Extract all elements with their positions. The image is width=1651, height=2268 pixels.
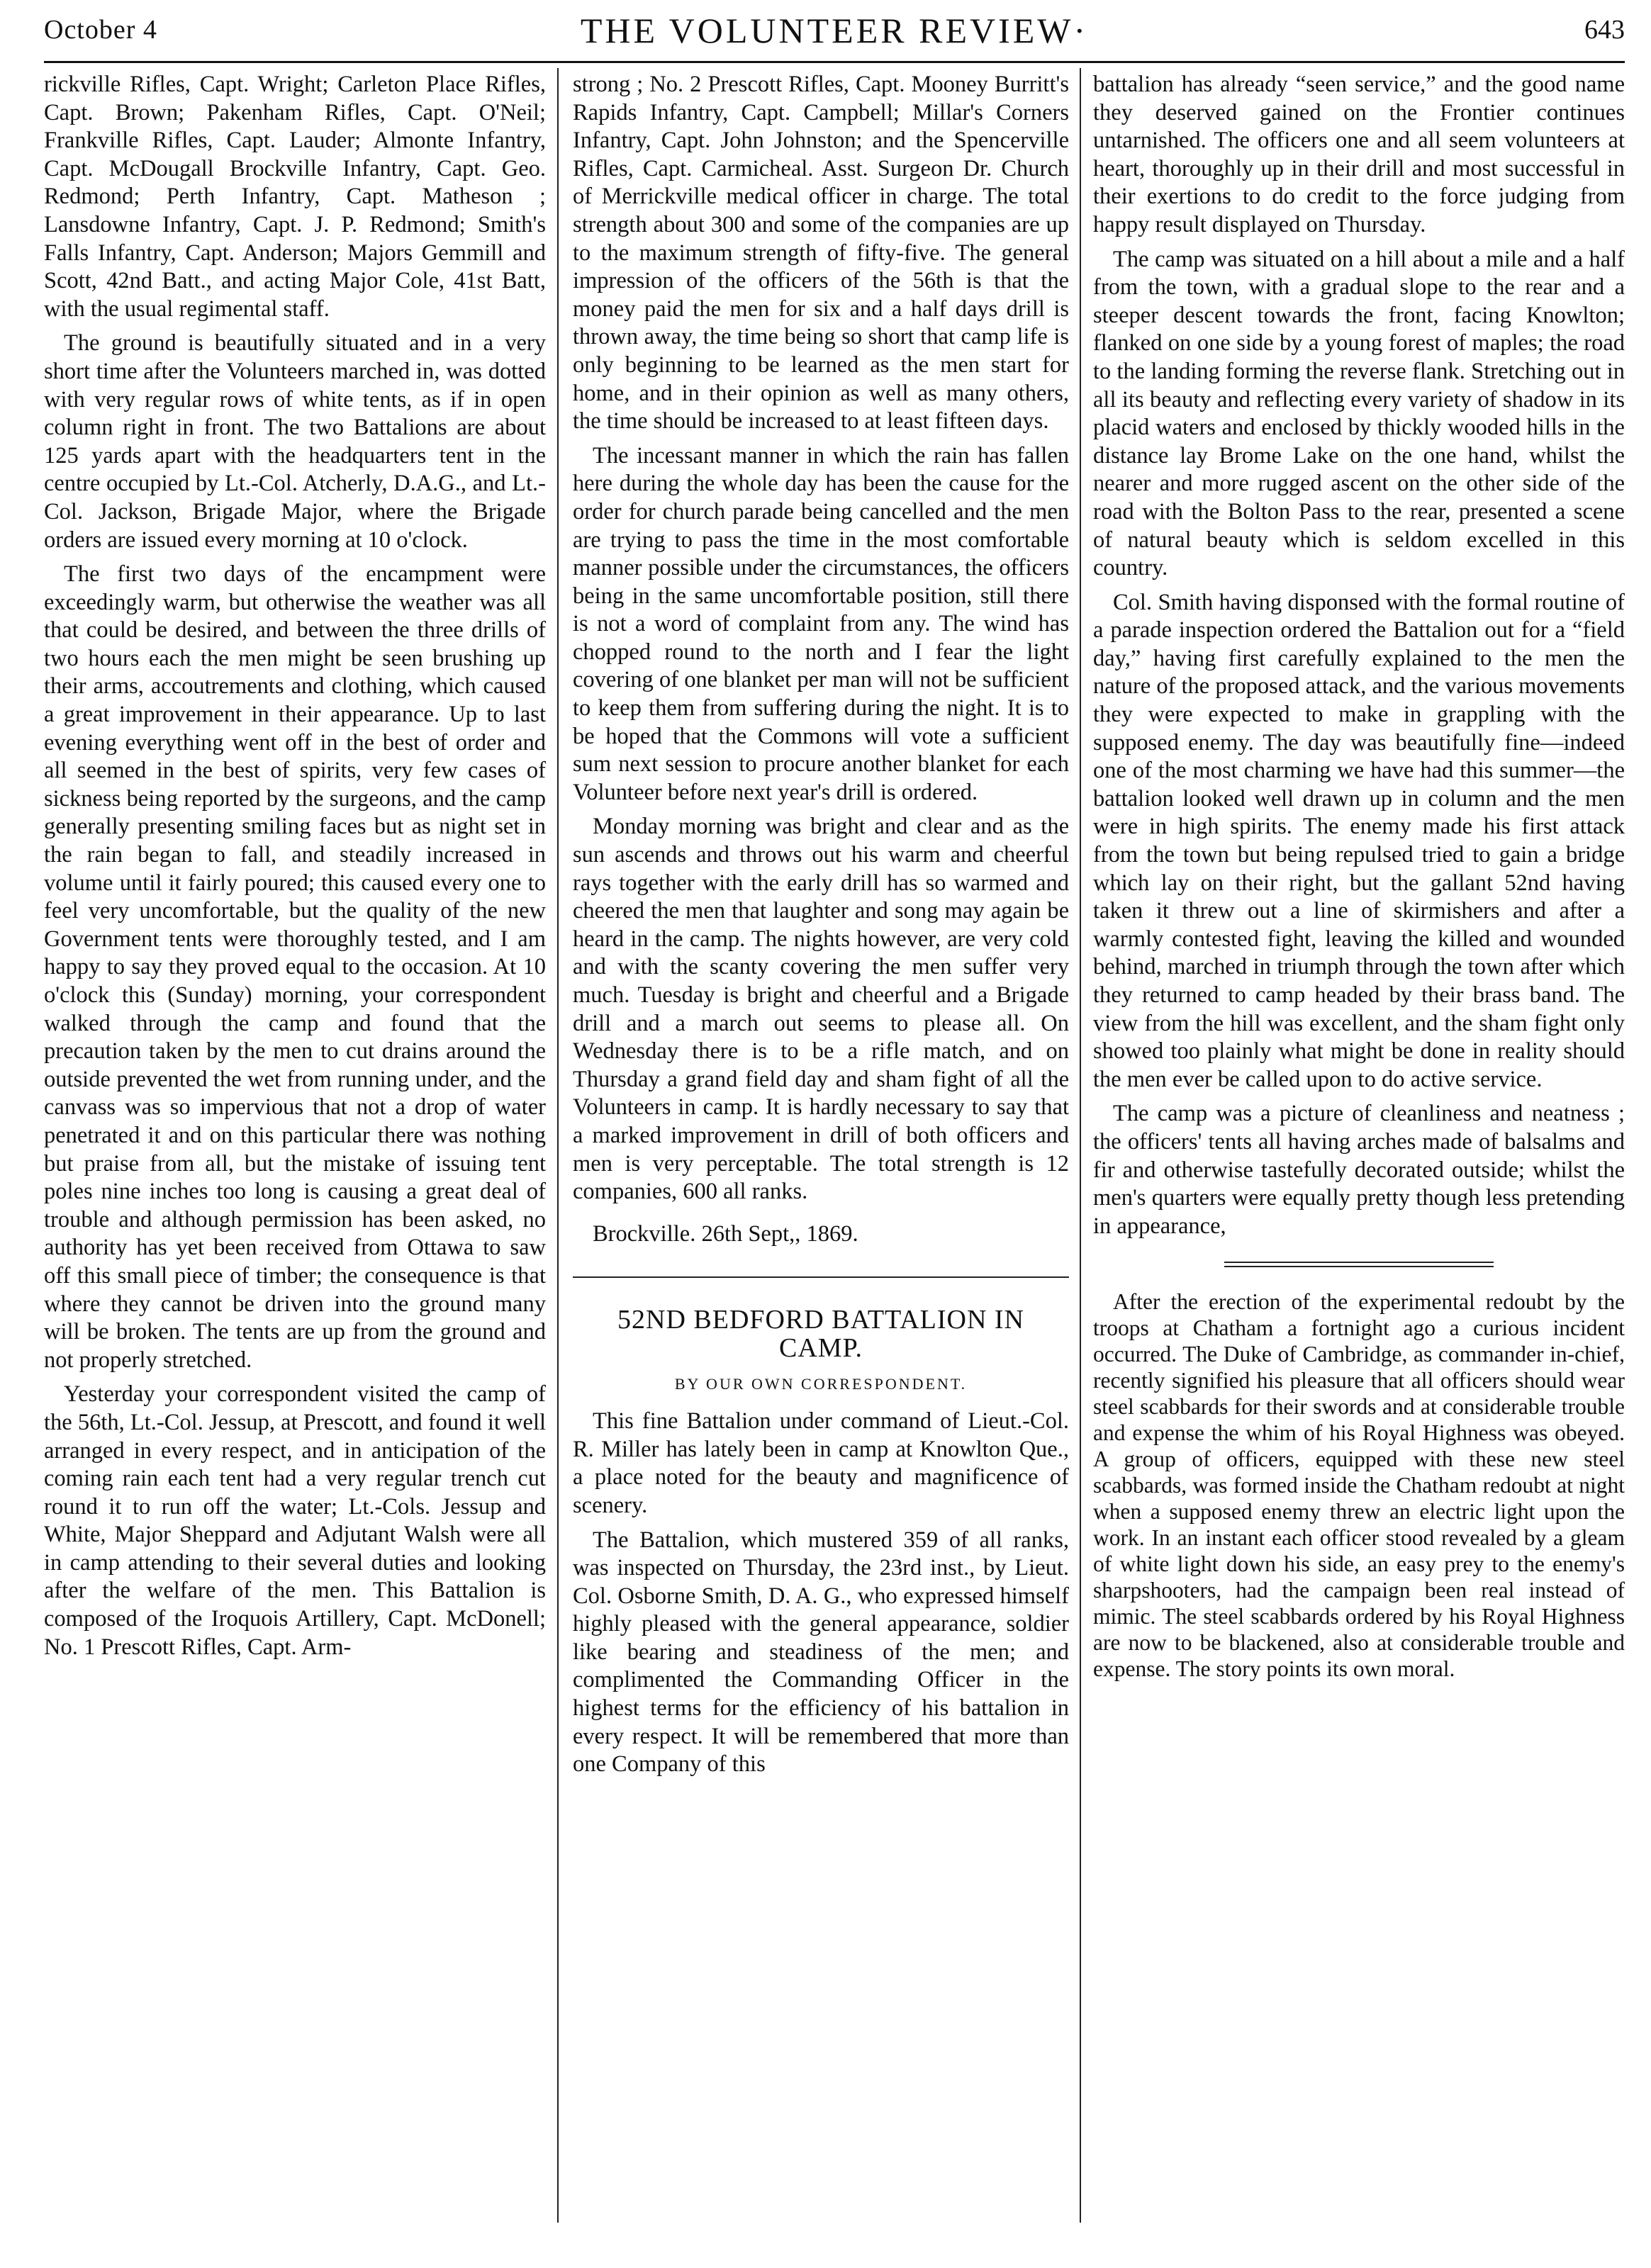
paragraph: The ground is beautifully situated and in a very short time after the Volunteers marched in, was dotted with very regular rows of white tents, as if in open column right in front. The two Battalions are about 125 yards apart with the headquarters tent in the centre occupied by Lt.-Col. Atcherly, D.A.G., and Lt.-Col. Jackson, Brigade Major, where the Brigade orders are issued every morning at 10 o'clock. — [44, 330, 546, 553]
paragraph: rickville Rifles, Capt. Wright; Carleton Place Rifles, Capt. Brown; Pakenham Rifles, Capt. O'Neil; Frankville Rifles, Capt. Lauder; Almonte Infantry, Capt. McDougall Brockville Infantry, Capt. Geo. Redmond; Perth Infantry, Capt. Matheson ; Lansdowne Infantry, Capt. J. P. Redmond; Smith's Falls Infantry, Capt. Anderson; Majors Gemmill and Scott, 42nd Batt., and acting Major Cole, 41st Batt, with the usual regimental staff. — [44, 72, 546, 322]
page-header — [44, 4, 1625, 61]
paragraph: The camp was a picture of cleanliness and neatness ; the officers' tents all having arches made of balsalms and fir and otherwise tastefully decorated outside; whilst the men's quarters were equally pretty though less pretending in appearance, — [1093, 1101, 1625, 1239]
paragraph: The incessant manner in which the rain has fallen here during the whole day has been the cause for the order for church parade being cancelled and the men are trying to pass the time in the most comfortable manner possible under the circumstances, the officers being in the same uncomfortable position, still there is not a word of complaint from any. The wind has chopped round to the north and I fear the light covering of one blanket per man will not be sufficient to keep them from suffering during the night. It is to be hoped that the Commons will vote a sufficient sum next session to procure another blanket for each Volunteer before next year's drill is ordered. — [573, 442, 1069, 805]
article-heading: 52ND BEDFORD BATTALION IN CAMP. — [573, 1276, 1069, 1362]
article-byline: BY OUR OWN CORRESPONDENT. — [674, 1374, 968, 1393]
header-title: THE VOLUNTEER REVIEW· — [580, 11, 1089, 50]
header-date: October 4 — [44, 15, 157, 45]
dateline: Brockville. 26th Sept,, 1869. — [593, 1220, 858, 1247]
column-3 — [1093, 71, 1625, 2225]
paragraph: battalion has already “seen service,” and the good name they deserved gained on the Frontier continues untarnished. The officers one and all seem volunteers at heart, thoroughly up in their drill and most successful in their exertions to do credit to the force judging from happy result displayed on Thursday. — [1093, 72, 1625, 237]
paragraph: Col. Smith having disponsed with the formal routine of a parade inspection ordered the Battalion out for a “field day,” having first carefully explained to the men the nature of the proposed attack, and the various movements they were expected to make in grappling with the supposed enemy. The day was beautifully fine—indeed one of the most charming we have had this summer—the battalion looked well drawn up in column and the men were in high spirits. The enemy made his first attack from the town but being repulsed tried to gain a bridge which lay on their right, but the gallant 52nd having taken it threw out a line of skirmishers and after a warmly contested fight, leaving the killed and wounded behind, marched in triumph through the town after which they returned to camp headed by their brass band. The view from the hill was excellent, and the sham fight only showed too plainly what might be done in reality should the men ever be called upon to do active service. — [1093, 589, 1625, 1092]
paragraph: Monday morning was bright and clear and as the sun ascends and throws out his warm and cheerful rays together with the early drill has so warmed and cheered the men that laughter and song may again be heard in the camp. The nights however, are very cold and with the scanty covering the men suffer very much. Tuesday is bright and cheerful and a Brigade drill and a march out seems to please all. On Wednesday there is to be a rifle match, and on Thursday a grand field day and sham fight of all the Volunteers in camp. It is hardly necessary to say that a marked improvement in drill of both officers and men is very perceptable. The total strength is 12 companies, 600 all ranks. — [573, 814, 1069, 1205]
column-divider — [557, 68, 559, 2223]
paragraph: strong ; No. 2 Prescott Rifles, Capt. Mooney Burritt's Rapids Infantry, Capt. Campbell; Millar's Corners Infantry, Capt. John Johnston; and the Spencerville Rifles, Capt. Carmicheal. Asst. Surgeon Dr. Church of Merrickville medical officer in charge. The total strength about 300 and some of the companies are up to the maximum strength of fifty-five. The general impression of the officers of the 56th is that the money paid the men for six and a half days drill is thrown away, the time being so short that camp life is only beginning to be learned as the men start for home, and in their opinion as well as many others, the time should be increased to at least fifteen days. — [573, 72, 1069, 434]
paragraph: This fine Battalion under command of Lieut.-Col. R. Miller has lately been in camp at Knowlton Que., a place noted for the beauty and magnificence of scenery. — [573, 1408, 1069, 1518]
header-rule — [44, 61, 1625, 63]
column-divider — [1080, 68, 1081, 2223]
paragraph: The first two days of the encampment were exceedingly warm, but otherwise the weather was all that could be desired, and between the three drills of two hours each the men might be seen brushing up their arms, accoutrements and clothing, which caused a great improvement in their appearance. Up to last evening everything went off in the best of order and all seemed in the best of spirits, very few cases of sickness being reported by the surgeons, and the camp generally presenting smiling faces but as night set in the rain began to fall, and steadily increased in volume until it fairly poured; this caused every one to feel very uncomfortable, but the quality of the new Government tents were thoroughly tested, and I am happy to say they proved equal to the occasion. At 10 o'clock this (Sunday) morning, your correspondent walked through the camp and found that the precaution taken by the men to cut drains around the outside prevented the wet from running under, and the canvass was so impervious that not a drop of water penetrated it and on this particular there was nothing but praise from all, but the mistake of issuing tent poles nine inches too long is causing a great deal of trouble and although permission has been asked, no authority has yet been received from Ottawa to saw off this small piece of timber; the consequence is that where they cannot be driven into the ground many will be broken. The tents are up from the ground and not properly stretched. — [44, 561, 546, 1373]
section-separator — [1224, 1262, 1494, 1267]
paragraph: The camp was situated on a hill about a mile and a half from the town, with a gradual slope to the rear and a steeper descent towards the front, facing Knowlton; flanked on one side by a young forest of maples; the road to the landing forming the reverse flank. Stretching out in all its beauty and reflecting every variety of shadow in its placid waters and enclosed by thickly wooded hills in the distance lay Brome Lake on the one hand, whilst the nearer and more rugged ascent on the other side of the road with the Bolton Pass to the rear, presented a scene of natural beauty which is seldom excelled in this country. — [1093, 246, 1625, 581]
paragraph: After the erection of the experimental redoubt by the troops at Chatham a fortnight ago a curious incident occurred. The Duke of Cambridge, as commander in-chief, recently signified his pleasure that all officers should wear steel scabbards for their swords and at considerable trouble and expense the whim of his Royal Highness was obeyed. A group of officers, equipped with these new steel scabbards, was formed inside the Chatham redoubt at night when a supposed enemy threw an electric light upon the work. In an instant each officer stood revealed by a gleam of white light down his side, an easy prey to the enemy's sharpshooters, had the campaign been real instead of mimic. The steel scabbards ordered by his Royal Highness are now to be blackened, also at considerable trouble and expense. The story points its own moral. — [1093, 1289, 1625, 1682]
header-page-number: 643 — [1584, 15, 1625, 45]
paragraph: The Battalion, which mustered 359 of all ranks, was inspected on Thursday, the 23rd inst., by Lieut. Col. Osborne Smith, D. A. G., who expressed himself highly pleased with the general appearance, soldier like bearing and steadiness of the men; and complimented the Commanding Officer in the highest terms for the efficiency of his battalion in every respect. It will be remembered that more than one Company of this — [573, 1527, 1069, 1778]
column-1 — [44, 71, 546, 2225]
news-item — [1093, 1289, 1625, 1682]
paragraph: Yesterday your correspondent visited the camp of the 56th, Lt.-Col. Jessup, at Prescott, and found it well arranged in every respect, and in anticipation of the coming rain each tent had a very regular trench cut round it to run off the water; Lt.-Cols. Jessup and White, Major Sheppard and Adjutant Walsh were all in camp attending to their several duties and looking after the welfare of the men. This Battalion is composed of the Iroquois Artillery, Capt. McDonell; No. 1 Prescott Rifles, Capt. Arm- — [44, 1381, 546, 1660]
column-2 — [573, 71, 1069, 2225]
